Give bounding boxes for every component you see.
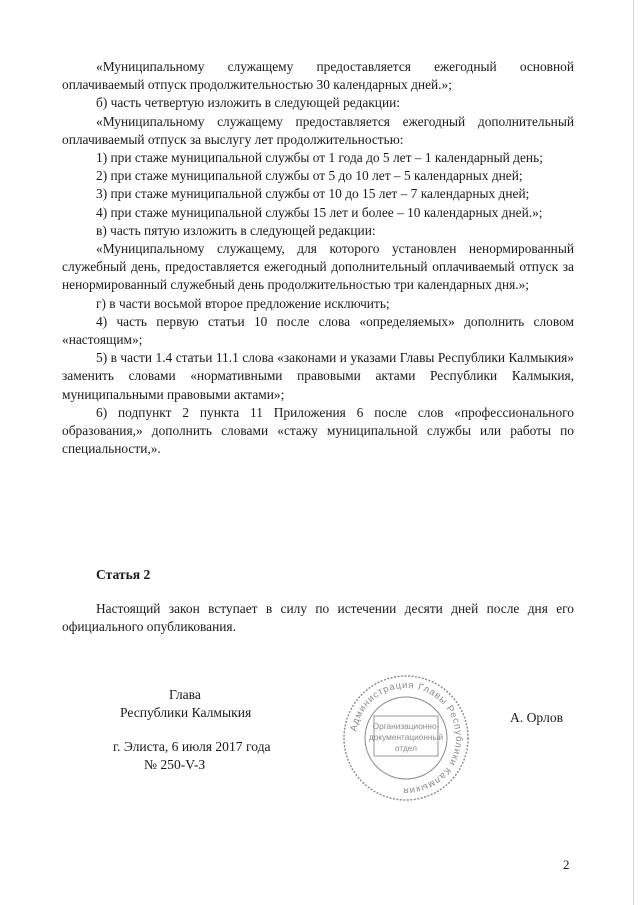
article-text-block — [62, 600, 574, 636]
paragraph: «Муниципальному служащему предоставляется ежегодный дополнительный оплачиваемый отпуск за выслугу лет продолжительностью: — [62, 113, 574, 147]
signer-title-line: Республики Калмыкия — [120, 705, 252, 720]
signer-title-line: Глава — [169, 687, 201, 702]
svg-text:Организационно-: Организационно- — [372, 721, 440, 731]
seal-graphic — [340, 672, 472, 804]
paragraph: 4) часть первую статьи 10 после слова «определяемых» дополнить словом «настоящим»; — [62, 313, 574, 348]
signer-title — [120, 686, 250, 722]
law-number: № 250-V-З — [144, 757, 206, 772]
official-seal — [340, 672, 472, 804]
place-date: г. Элиста, 6 июля 2017 года — [113, 739, 271, 754]
paragraph: «Муниципальному служащему, для которого установлен ненормированный служебный день, предоставляется ежегодный дополнительный оплачиваемый отпуск за ненормированный служебный день продолжительностью три календарных дня.»; — [62, 241, 574, 293]
paragraph: 1) при стаже муниципальной службы от 1 года до 5 лет – 1 календарный день; — [96, 150, 543, 166]
paragraph: 3) при стаже муниципальной службы от 10 до 15 лет – 7 календарных дней; — [96, 186, 530, 202]
svg-text:документационный: документационный — [368, 732, 444, 742]
paragraph: 5) в части 1.4 статьи 11.1 слова «законами и указами Главы Республики Калмыкия» заменить словами «нормативными правовыми актами Республики Калмыкия, муниципальными правовыми актами»; — [62, 350, 574, 402]
svg-text:Администрация Главы Республики: Администрация Главы Республики Калмыкия — [348, 679, 465, 797]
amendments-text — [62, 58, 574, 458]
paragraph: 2) при стаже муниципальной службы от 5 до 10 лет – 5 календарных дней; — [96, 168, 523, 184]
paragraph: в) часть пятую изложить в следующей редакции: — [96, 222, 376, 238]
svg-text:отдел: отдел — [395, 743, 417, 753]
article-heading: Статья 2 — [96, 567, 151, 582]
paragraph: 4) при стаже муниципальной службы 15 лет и более – 10 календарных дней.»; — [96, 204, 543, 220]
signer-name: А. Орлов — [510, 710, 564, 725]
article-text: Настоящий закон вступает в силу по истечении десяти дней после дня его официального опубликования. — [62, 601, 574, 635]
page-edge — [633, 0, 634, 905]
paragraph: б) часть четвертую изложить в следующей редакции: — [96, 95, 401, 111]
paragraph: «Муниципальному служащему предоставляется ежегодный основной оплачиваемый отпуск продолжительностью 30 календарных дней.»; — [62, 59, 574, 93]
page-number: 2 — [563, 857, 570, 872]
paragraph: 6) подпункт 2 пункта 11 Приложения 6 после слов «профессионального образования,» дополнить словами «стажу муниципальной службы или работы по специальности,». — [62, 404, 574, 457]
paragraph: г) в части восьмой второе предложение исключить; — [96, 295, 390, 311]
